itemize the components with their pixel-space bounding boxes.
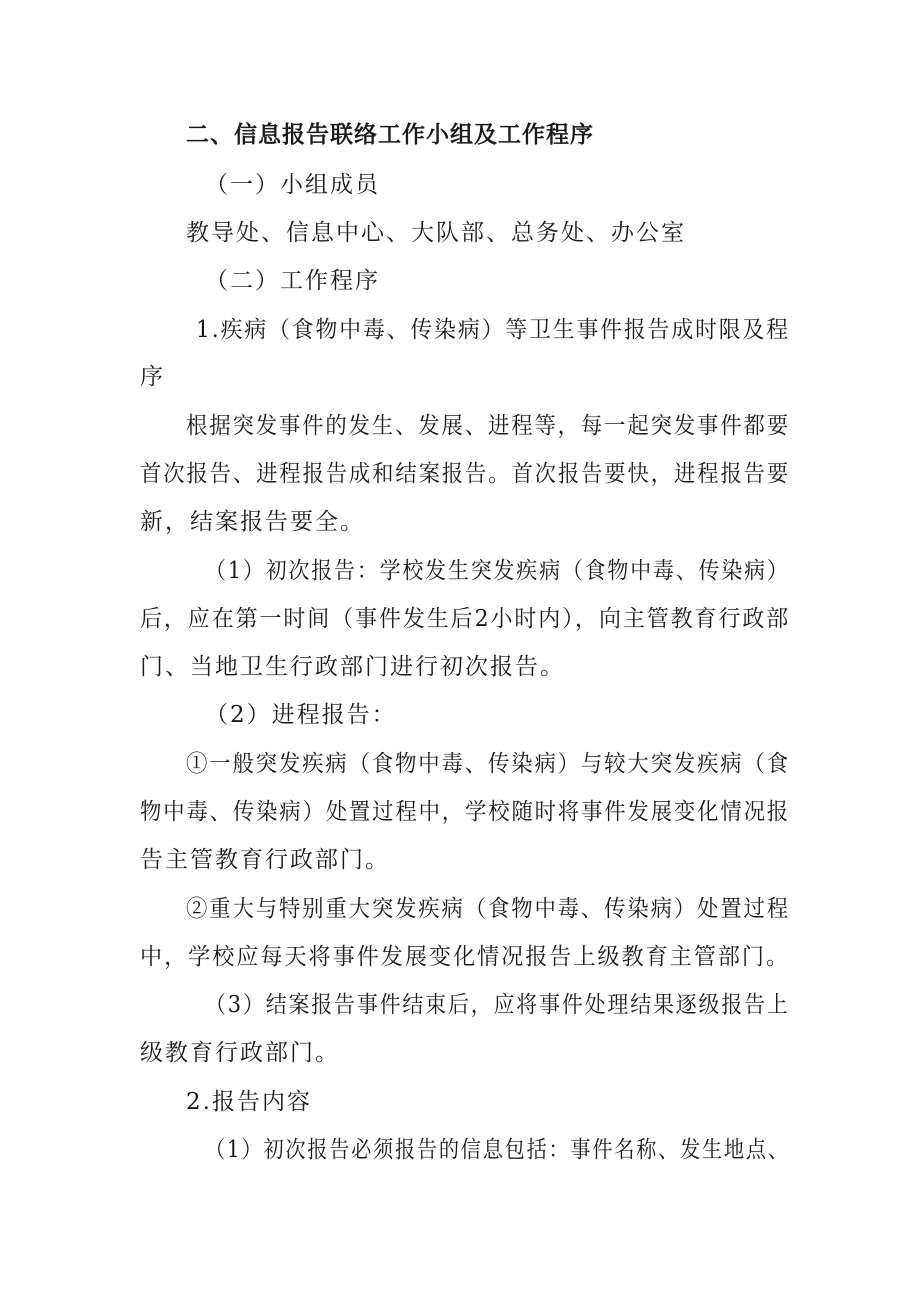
paragraph-line: 根据突发事件的发生、发展、进程等，每一起突发事件都要: [186, 413, 790, 439]
paragraph-line: 教导处、信息中心、大队部、总务处、办公室: [186, 220, 686, 246]
subsection-heading: （二）工作程序: [205, 268, 380, 294]
subsection-heading: （一）小组成员: [205, 172, 380, 198]
paragraph-line: 新，结案报告要全。: [140, 509, 365, 535]
section-heading: 二、信息报告联络工作小组及工作程序: [186, 122, 594, 148]
paragraph-line: ①一般突发疾病（食物中毒、传染病）与较大突发疾病（食: [186, 751, 790, 777]
paragraph-line: 门、当地卫生行政部门进行初次报告。: [140, 654, 565, 680]
paragraph-line: 级教育行政部门。: [140, 1040, 340, 1066]
paragraph-line: （1）初次报告必须报告的信息包括：事件名称、发生地点、: [205, 1137, 790, 1163]
paragraph-line: 中，学校应每天将事件发展变化情况报告上级教育主管部门。: [140, 944, 791, 970]
paragraph-line: 物中毒、传染病）处置过程中，学校随时将事件发展变化情况报: [140, 799, 791, 825]
paragraph-line: 首次报告、进程报告成和结案报告。首次报告要快，进程报告要: [140, 461, 791, 487]
paragraph-line: 1.疾病（食物中毒、传染病）等卫生事件报告成时限及程: [196, 317, 790, 343]
paragraph-line: 后，应在第一时间（事件发生后2小时内），向主管教育行政部: [140, 606, 791, 632]
paragraph-line: （2）进程报告：: [205, 702, 397, 728]
paragraph-line: 序: [140, 364, 165, 390]
paragraph-line: ②重大与特别重大突发疾病（食物中毒、传染病）处置过程: [186, 896, 790, 922]
subsection-heading: 2.报告内容: [186, 1089, 312, 1115]
paragraph-line: （3）结案报告事件结束后，应将事件处理结果逐级报告上: [205, 992, 790, 1018]
paragraph-line: 告主管教育行政部门。: [140, 847, 390, 873]
paragraph-line: （1）初次报告：学校发生突发疾病（食物中毒、传染病）: [205, 558, 790, 584]
